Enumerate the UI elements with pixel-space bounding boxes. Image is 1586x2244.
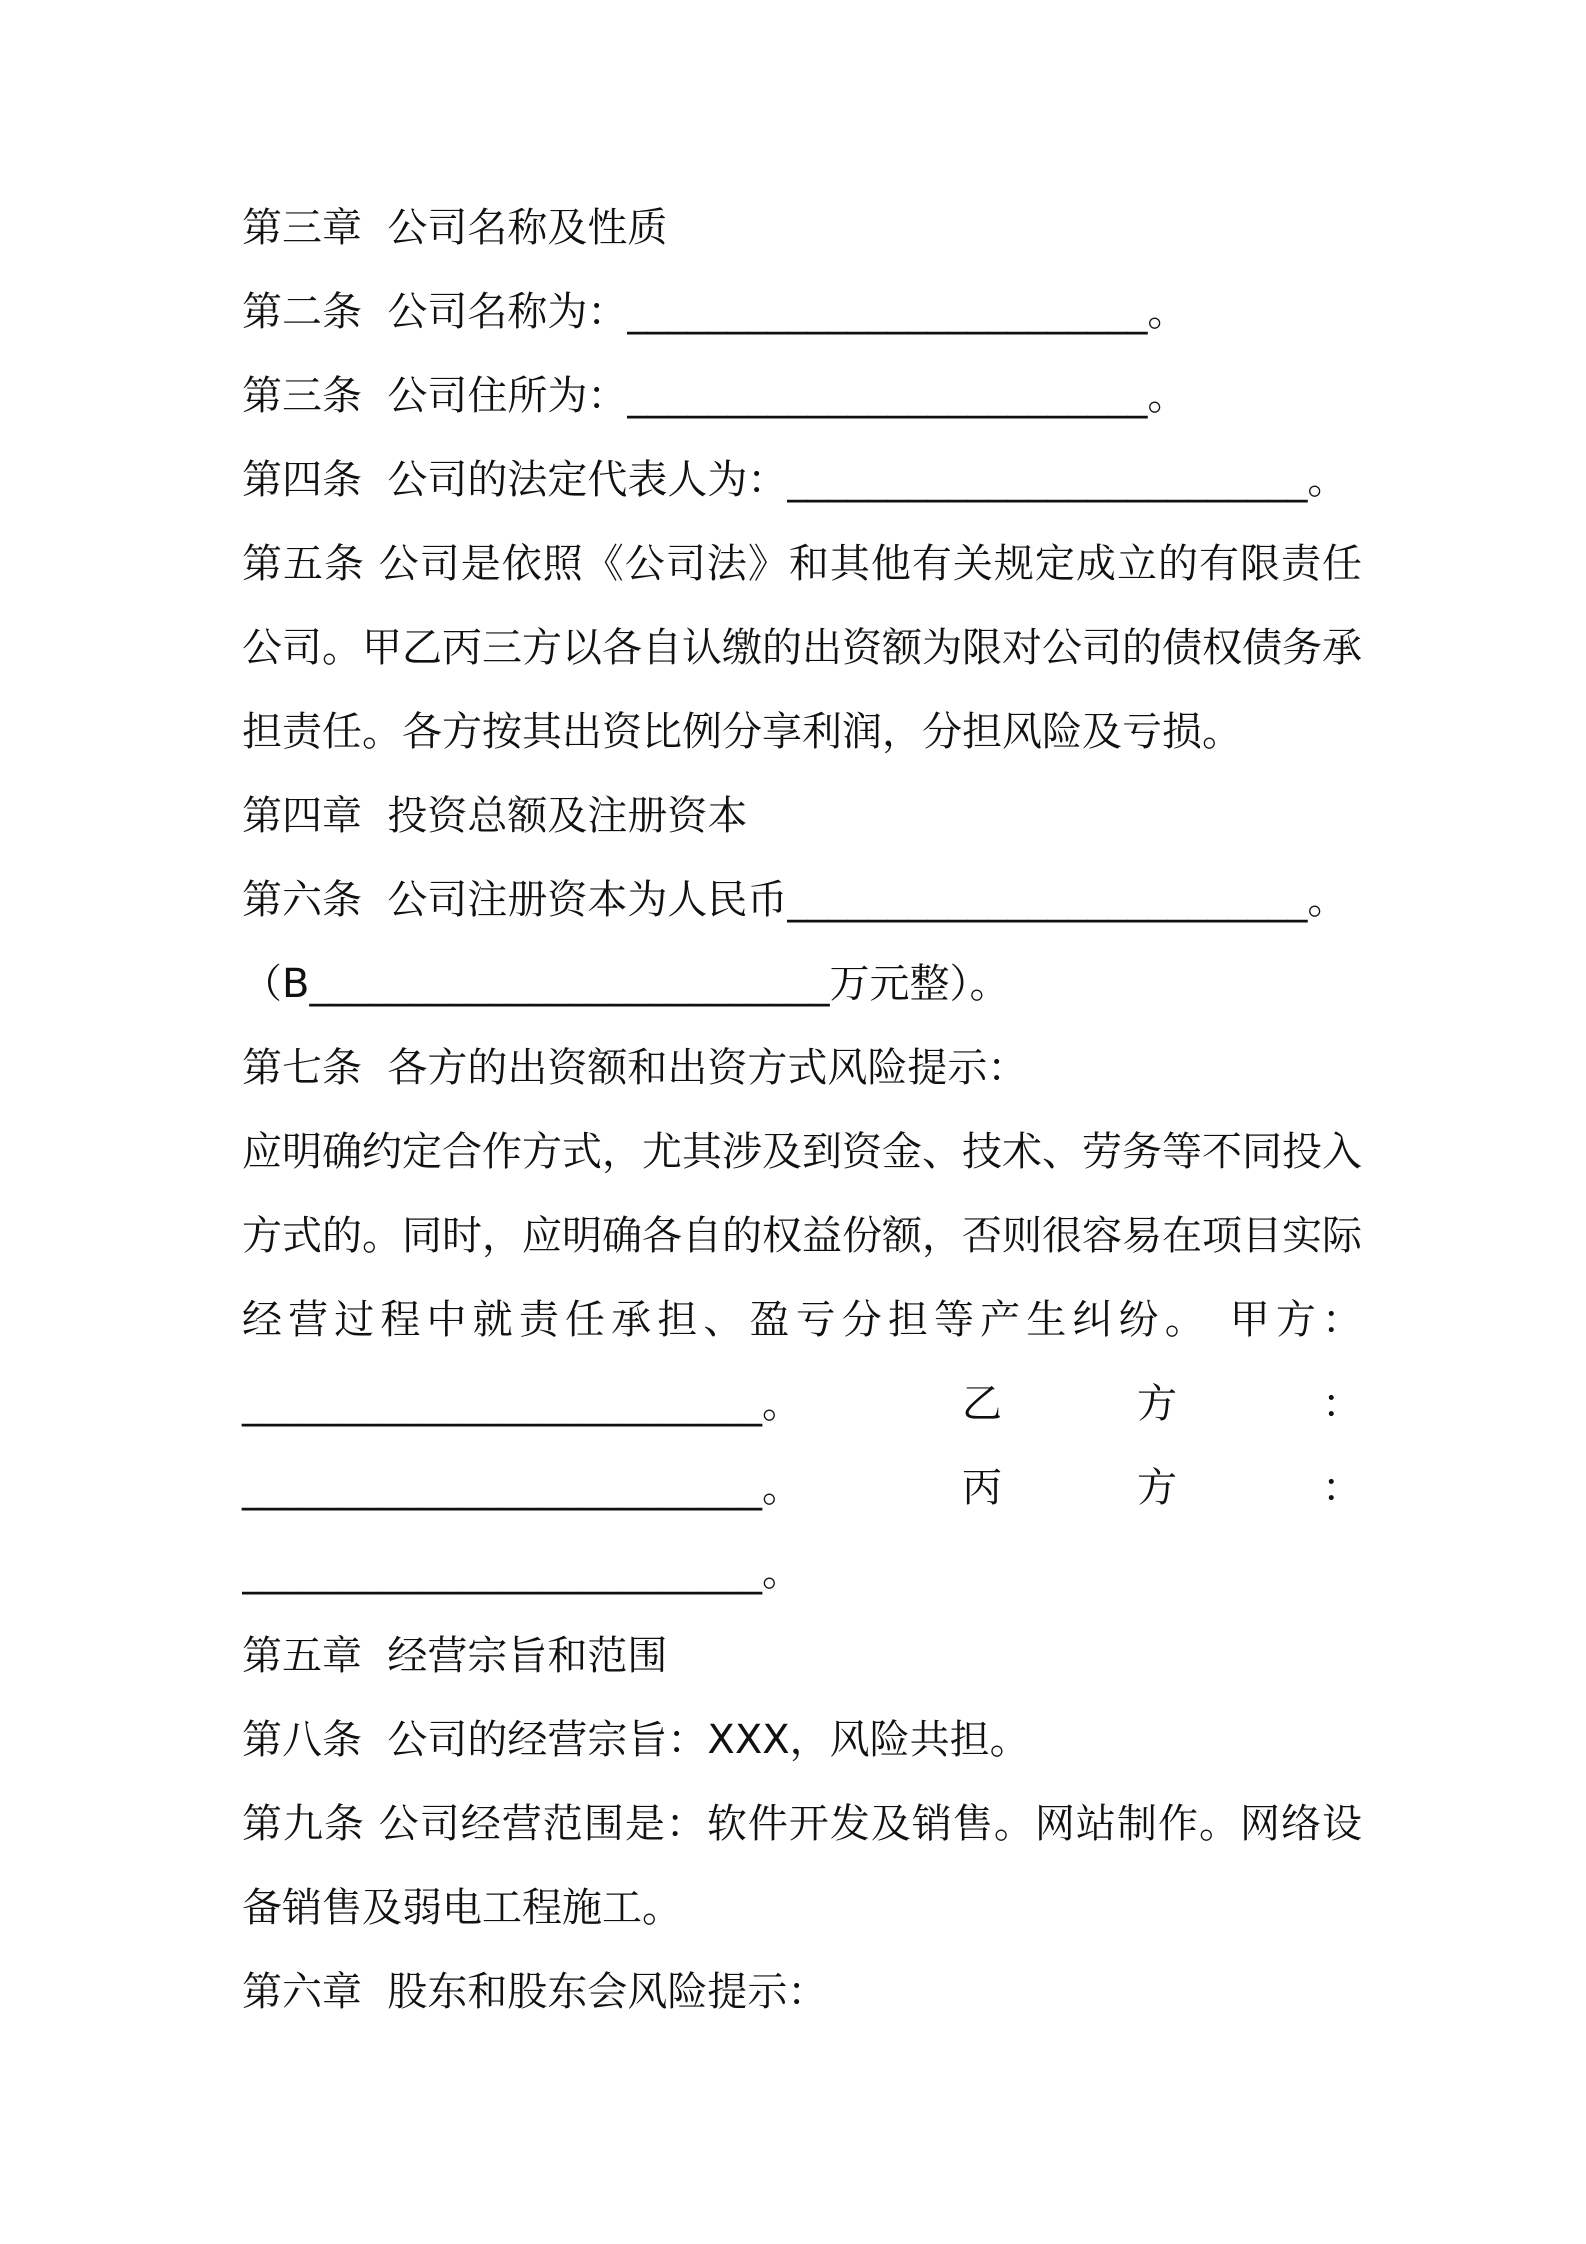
article-2-company-name: 第二条 公司名称为：__________________________。 — [242, 289, 1188, 335]
chapter-3-heading: 第三章 公司名称及性质 — [242, 205, 668, 251]
party-c-label-char-2: 方 — [1137, 1465, 1177, 1511]
party-b-label-char-2: 方 — [1137, 1381, 1177, 1427]
article-9-line-2: 备销售及弱电工程施工。 — [242, 1885, 682, 1931]
chapter-6-heading: 第六章 股东和股东会风险提示： — [242, 1969, 828, 2015]
party-b-blank: __________________________。 — [242, 1465, 802, 1511]
chapter-5-heading: 第五章 经营宗旨和范围 — [242, 1633, 668, 1679]
article-9-line-1: 第九条 公司经营范围是：软件开发及销售。网站制作。网络设 — [242, 1801, 1362, 1847]
party-a-blank: __________________________。 — [242, 1381, 802, 1427]
article-7-line-2: 方式的。同时，应明确各自的权益份额，否则很容易在项目实际 — [242, 1213, 1362, 1259]
party-b-label-colon: ： — [1322, 1381, 1362, 1427]
article-5-line-2: 公司。甲乙丙三方以各自认缴的出资额为限对公司的债权债务承 — [242, 625, 1362, 671]
party-b-label-char-1: 乙 — [962, 1381, 1002, 1427]
party-c-signature-row — [242, 1460, 1362, 1516]
party-c-blank: __________________________。 — [242, 1549, 802, 1595]
article-6-registered-capital: 第六条 公司注册资本为人民币__________________________。 — [242, 877, 1348, 923]
article-7-line-3: 经营过程中就责任承担、盈亏分担等产生纠纷。 甲方： — [242, 1297, 1362, 1343]
article-7-line-1: 应明确约定合作方式，尤其涉及到资金、技术、劳务等不同投入 — [242, 1129, 1362, 1175]
article-8-business-purpose: 第八条 公司的经营宗旨：XXX，风险共担。 — [242, 1717, 1030, 1763]
party-b-signature-row — [242, 1376, 1362, 1432]
party-c-label-colon: ： — [1322, 1465, 1362, 1511]
article-5-line-3: 担责任。各方按其出资比例分享利润，分担风险及亏损。 — [242, 709, 1242, 755]
article-4-legal-representative: 第四条 公司的法定代表人为：__________________________。 — [242, 457, 1348, 503]
party-c-label-char-1: 丙 — [962, 1465, 1002, 1511]
chapter-4-heading: 第四章 投资总额及注册资本 — [242, 793, 748, 839]
article-7-heading: 第七条 各方的出资额和出资方式风险提示： — [242, 1045, 1028, 1091]
article-6-amount-line: （B__________________________万元整）。 — [242, 961, 1010, 1007]
article-5-line-1: 第五条 公司是依照《公司法》和其他有关规定成立的有限责任 — [242, 541, 1362, 587]
article-3-company-address: 第三条 公司住所为：__________________________。 — [242, 373, 1188, 419]
